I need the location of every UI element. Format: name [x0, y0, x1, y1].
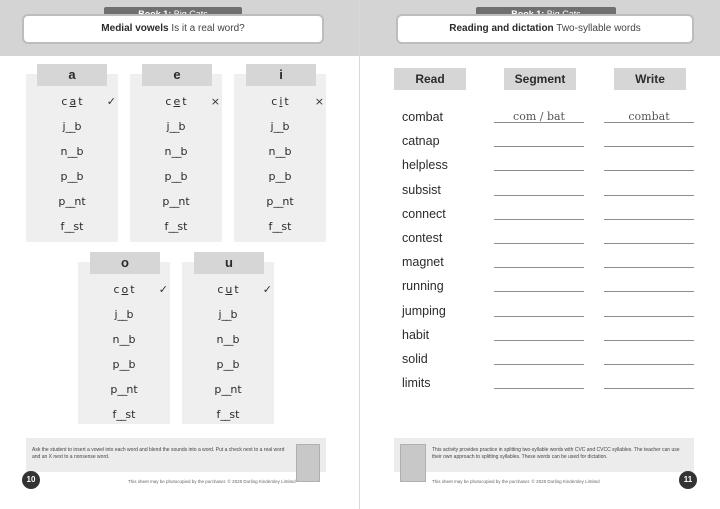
write-line[interactable]	[604, 388, 694, 389]
segment-line[interactable]	[494, 219, 584, 220]
example-word: c a t ✓	[26, 92, 118, 112]
note-image-right	[400, 444, 426, 482]
read-word: contest	[402, 231, 443, 245]
segment-line[interactable]	[494, 146, 584, 147]
read-word: catnap	[402, 134, 440, 149]
left-teacher-note: Ask the student to insert a vowel into each word and blend the sounds into a word. Put a check next to a real word and an X next to a nonsense word.	[26, 438, 326, 472]
read-word: limits	[402, 376, 431, 391]
segment-line[interactable]	[494, 195, 584, 196]
segment-line[interactable]	[494, 243, 584, 244]
read-word: habit	[402, 327, 430, 342]
write-line[interactable]	[604, 146, 694, 147]
right-title: Reading and dictation	[449, 23, 554, 34]
left-title: Medial vowels	[101, 23, 169, 34]
read-word: running	[402, 279, 444, 294]
right-subtitle: Two-syllable words	[556, 23, 641, 34]
left-copyright: This sheet may be photocopied by the purchaser. © 2025 Dorling Kindersley Limited	[128, 479, 296, 484]
segment-line[interactable]	[494, 388, 584, 389]
read-word: combat	[402, 110, 443, 124]
write-line[interactable]	[604, 219, 694, 220]
blank-word[interactable]: j__b	[270, 120, 290, 133]
cross-icon: ×	[314, 95, 324, 108]
right-page-number: 11	[679, 471, 697, 489]
blank-word[interactable]: j__b	[114, 308, 134, 321]
blank-word[interactable]: p__b	[164, 170, 188, 183]
blank-word[interactable]: n__b	[60, 145, 84, 158]
write-line[interactable]	[604, 364, 694, 365]
blank-word[interactable]: p__nt	[214, 383, 242, 396]
blank-word[interactable]: f__st	[60, 220, 84, 233]
write-line[interactable]	[604, 340, 694, 341]
blank-word[interactable]: p__nt	[110, 383, 138, 396]
check-icon: ✓	[262, 283, 272, 296]
blank-word[interactable]: p__nt	[58, 195, 86, 208]
read-word: helpless	[402, 158, 448, 173]
write-line[interactable]	[604, 170, 694, 171]
right-copyright: This sheet may be photocopied by the purchaser. © 2025 Dorling Kindersley Limited	[432, 479, 600, 484]
read-word: subsist	[402, 182, 441, 197]
blank-word[interactable]: p__nt	[162, 195, 190, 208]
example-segment: com / bat	[513, 110, 565, 123]
blank-word[interactable]: n__b	[268, 145, 292, 158]
blank-word[interactable]: j__b	[218, 308, 238, 321]
example-word: c o t ✓	[78, 280, 170, 300]
blank-word[interactable]: f__st	[216, 408, 240, 421]
segment-line[interactable]	[494, 340, 584, 341]
segment-line[interactable]	[494, 316, 584, 317]
write-line[interactable]	[604, 243, 694, 244]
right-teacher-note: This activity provides practice in splitting two-syllable words with CVC and CVCC syllables. The teacher can use their own approach to splitting syllables. These words can be used for dictation.	[394, 438, 694, 472]
left-title-box	[22, 14, 324, 44]
blank-word[interactable]: p__b	[216, 358, 240, 371]
segment-line[interactable]	[494, 170, 584, 171]
vowel-card-heading: i	[246, 64, 316, 86]
vowel-card-heading: e	[142, 64, 212, 86]
write-line[interactable]	[604, 291, 694, 292]
right-title-box	[396, 14, 694, 44]
column-write: Write	[614, 68, 686, 90]
write-line[interactable]	[604, 195, 694, 196]
vowel-card-heading: o	[90, 252, 160, 274]
blank-word[interactable]: p__b	[112, 358, 136, 371]
write-line[interactable]	[604, 316, 694, 317]
blank-word[interactable]: n__b	[164, 145, 188, 158]
note-image	[296, 444, 320, 482]
read-word: connect	[402, 206, 446, 221]
blank-word[interactable]: p__b	[60, 170, 84, 183]
blank-word[interactable]: f__st	[112, 408, 136, 421]
read-word: jumping	[402, 303, 446, 318]
example-word: c i t ×	[234, 92, 326, 112]
blank-word[interactable]: f__st	[164, 220, 188, 233]
blank-word[interactable]: j__b	[62, 120, 82, 133]
example-word: c e t ×	[130, 92, 222, 112]
segment-line[interactable]	[494, 267, 584, 268]
read-word: magnet	[402, 255, 444, 270]
vowel-card-heading: u	[194, 252, 264, 274]
example-word: c u t ✓	[182, 280, 274, 300]
check-icon: ✓	[158, 283, 168, 296]
column-segment: Segment	[504, 68, 576, 90]
left-subtitle: Is it a real word?	[171, 23, 245, 34]
blank-word[interactable]: p__nt	[266, 195, 294, 208]
read-word: solid	[402, 352, 428, 366]
blank-word[interactable]: p__b	[268, 170, 292, 183]
blank-word[interactable]: j__b	[166, 120, 186, 133]
blank-word[interactable]: n__b	[112, 333, 136, 346]
write-line[interactable]	[604, 267, 694, 268]
left-page-number: 10	[22, 471, 40, 489]
blank-word[interactable]: f__st	[268, 220, 292, 233]
check-icon: ✓	[106, 95, 116, 108]
segment-line[interactable]	[494, 364, 584, 365]
cross-icon: ×	[210, 95, 220, 108]
blank-word[interactable]: n__b	[216, 333, 240, 346]
segment-line[interactable]	[494, 291, 584, 292]
column-read: Read	[394, 68, 466, 90]
vowel-card-heading: a	[37, 64, 107, 86]
example-write: combat	[628, 110, 670, 123]
